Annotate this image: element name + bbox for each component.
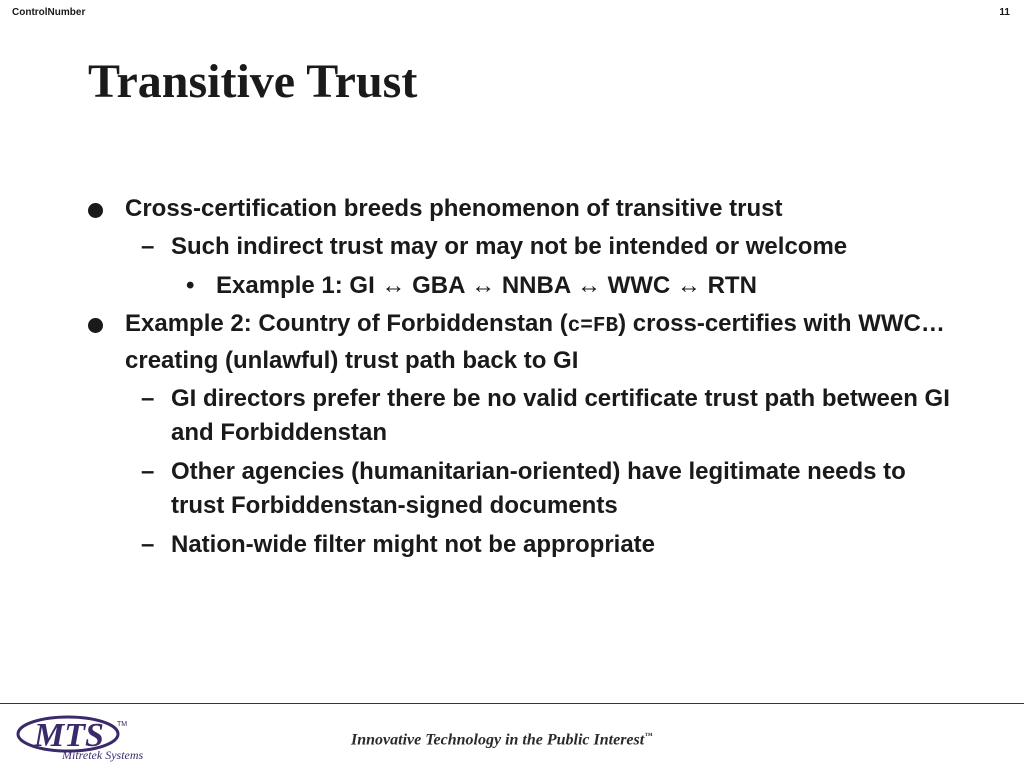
dash-marker: – [141,458,155,485]
bullet-text: Cross-certification breeds phenomenon of transitive trust [125,195,783,222]
dot-marker: • [186,272,195,299]
bullet-text-pre: Example 2: Country of Forbiddenstan ( [125,310,568,337]
sub-bullet-item [88,455,958,523]
mts-logo [14,710,164,764]
tagline-tm: ™ [644,731,653,740]
sub-bullet-item [88,230,958,264]
sub-bullet-text: GI directors prefer there be no valid certificate trust path between GI and Forbiddenstan [171,385,950,446]
bullet-item [88,192,958,226]
slide-content [88,192,958,567]
bullet-item [88,307,958,378]
sub-bullet-item [88,528,958,562]
logo-company: Mitretek Systems [62,748,144,762]
sub-sub-bullet-text: Example 1: GI ↔ GBA ↔ NNBA ↔ WWC ↔ RTN [216,272,757,299]
sub-bullet-text: Nation-wide filter might not be appropriate [171,531,656,558]
bullet-dot-icon [88,318,103,333]
slide-title: Transitive Trust [88,55,418,108]
sub-bullet-item [88,382,958,450]
sub-bullet-text: Other agencies (humanitarian-oriented) have legitimate needs to trust Forbiddenstan-signed documents [171,458,906,519]
logo-mark: MTS [34,717,104,754]
dash-marker: – [141,385,155,412]
bullet-dot-icon [88,203,103,218]
country-code: c=FB [567,315,619,338]
control-number: ControlNumber [12,7,86,18]
sub-bullet-text: Such indirect trust may or may not be intended or welcome [171,233,848,260]
sub-sub-bullet-item [88,269,958,303]
page-number: 11 [999,7,1010,18]
tagline-text: Innovative Technology in the Public Interest [351,731,645,749]
dash-marker: – [141,531,155,558]
footer-tagline [351,731,652,749]
footer-divider [0,703,1024,704]
dash-marker: – [141,233,155,260]
bullet-text-post: ) cross-certifies with WWC…creating (unlawful) trust path back to GI [125,310,945,374]
logo-tm: TM [117,721,128,728]
